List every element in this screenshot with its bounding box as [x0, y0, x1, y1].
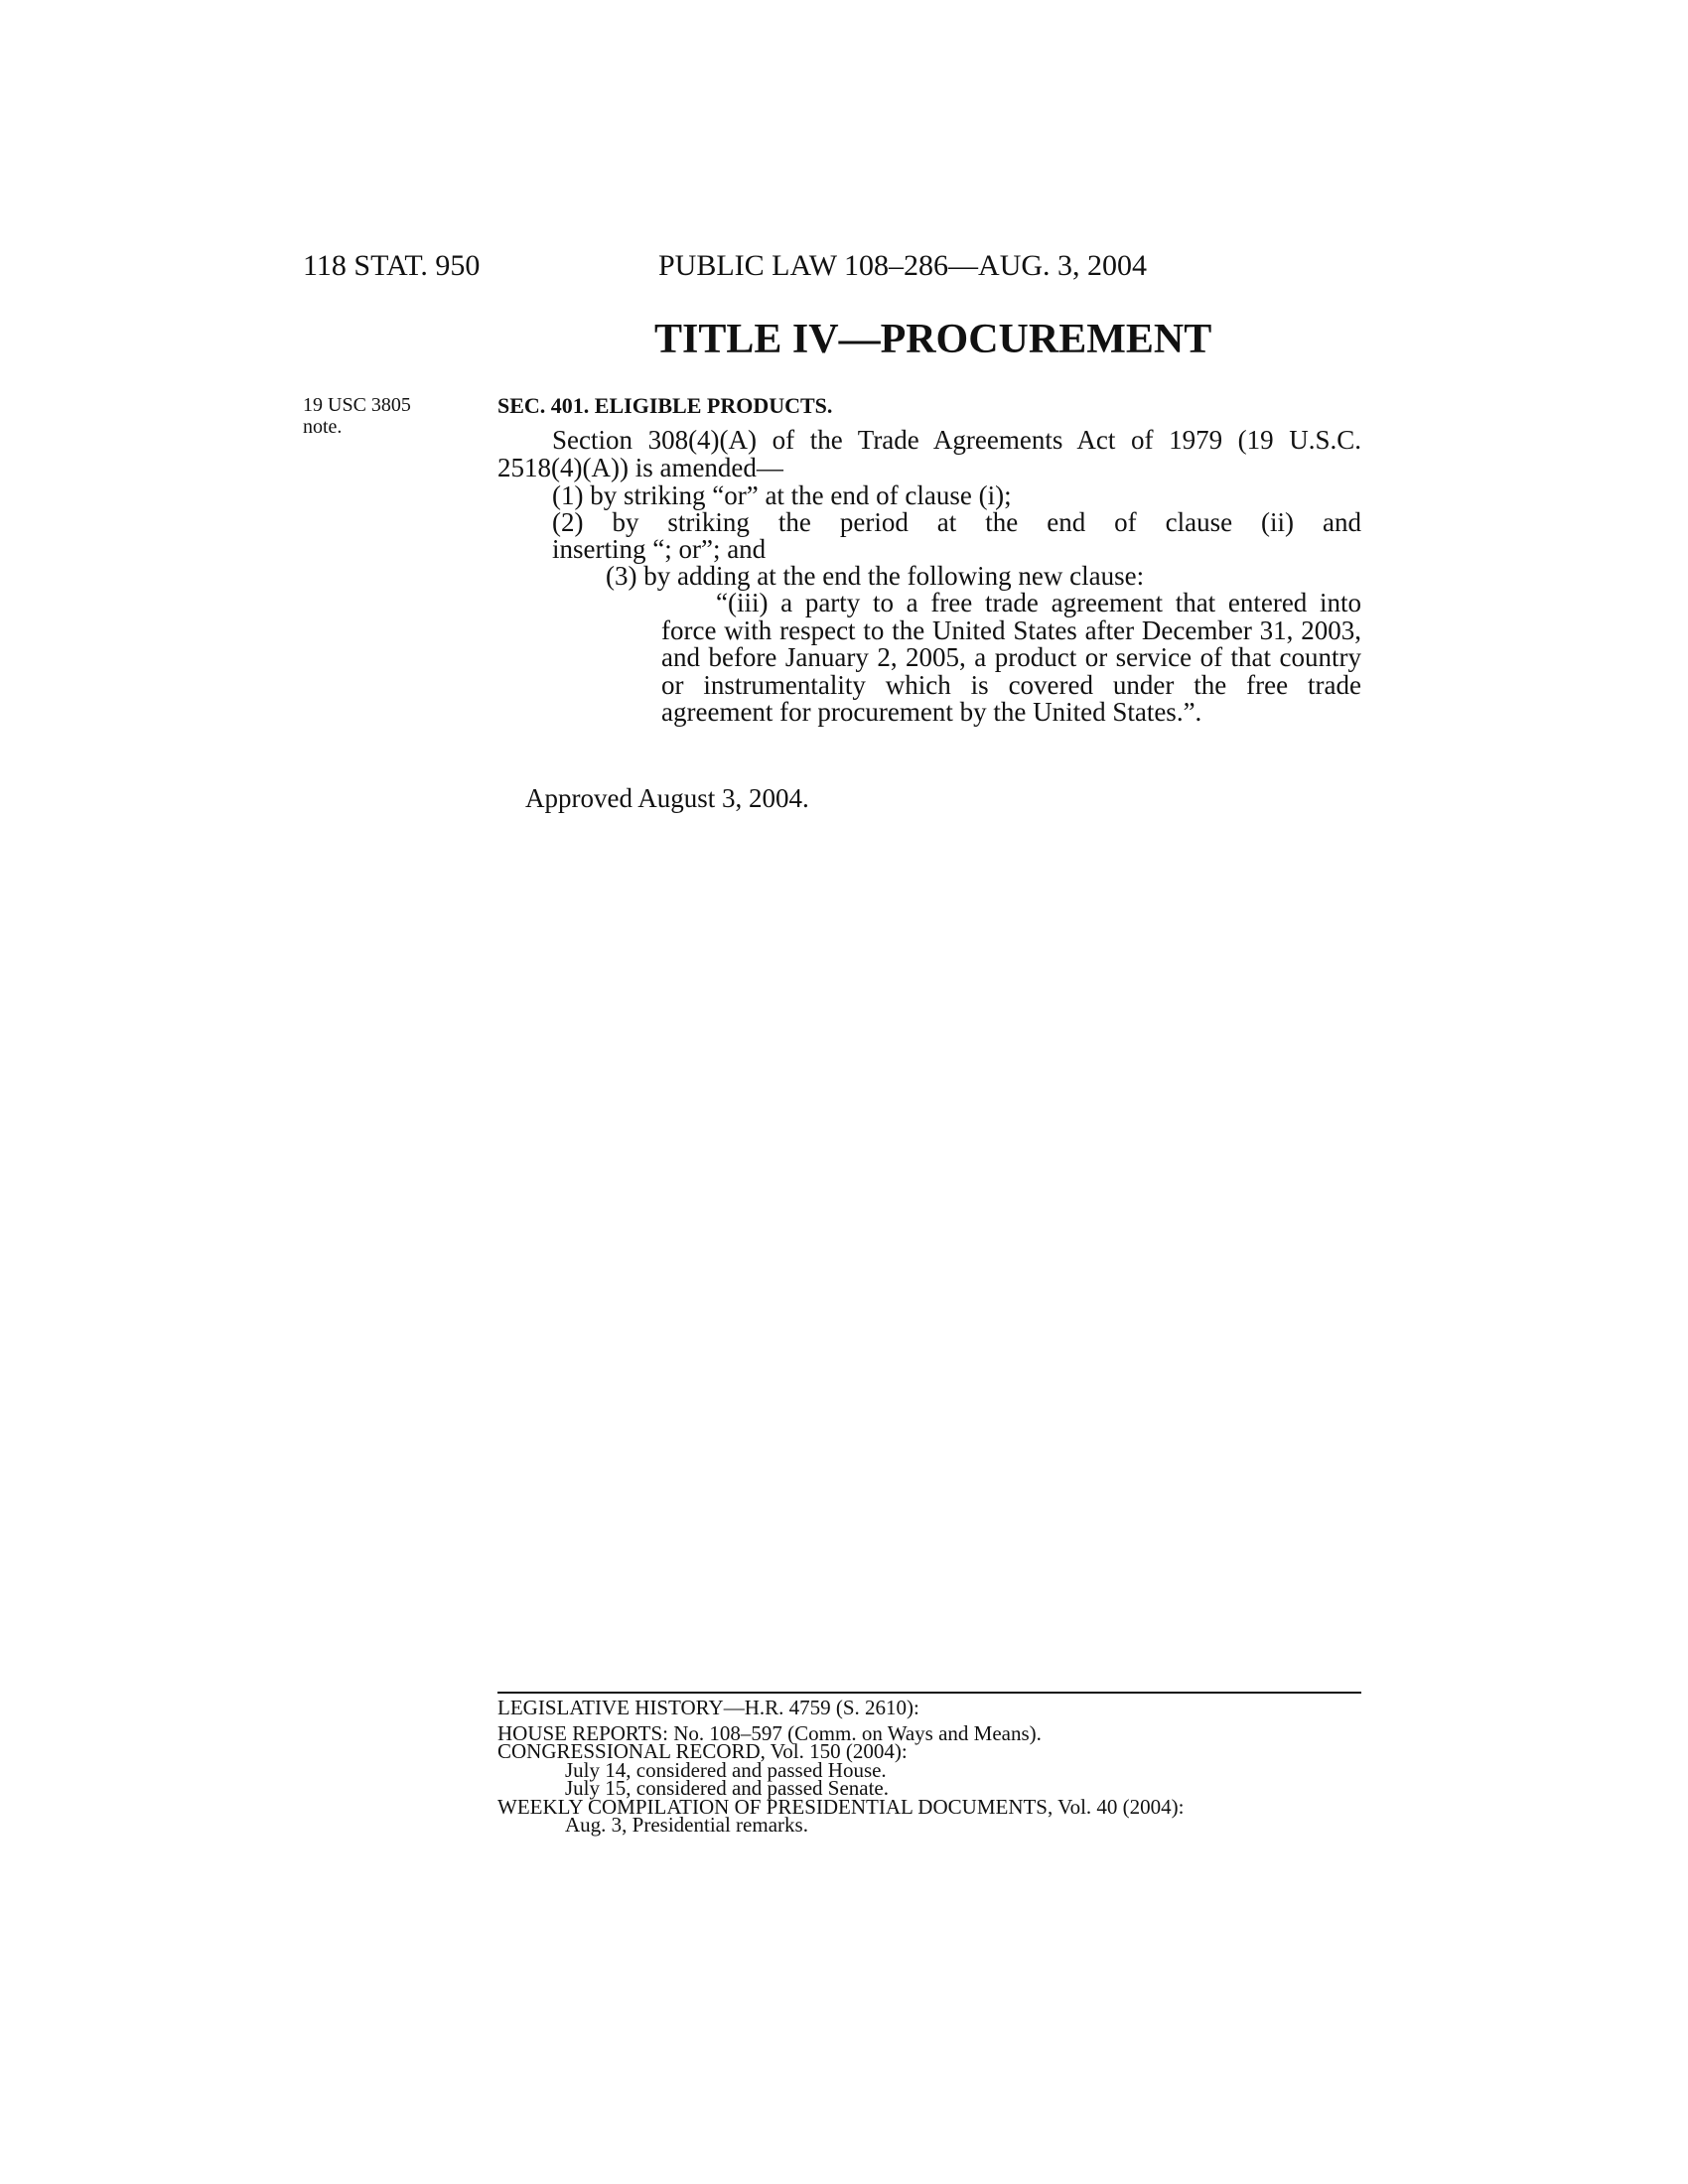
margin-note-line: 19 USC 3805	[303, 394, 411, 416]
amendment-item-line: (2) by striking the period at the end of clause (ii) and	[552, 507, 1361, 537]
house-reports: HOUSE REPORTS: No. 108–597 (Comm. on Ways and Means).	[497, 1720, 1042, 1745]
margin-note	[303, 394, 472, 438]
record-entry: July 14, considered and passed House.	[565, 1757, 887, 1782]
divider	[497, 1692, 1361, 1694]
record-entry: July 15, considered and passed Senate.	[565, 1776, 890, 1800]
title-heading: TITLE IV—PROCUREMENT	[654, 317, 1212, 362]
congressional-record: CONGRESSIONAL RECORD, Vol. 150 (2004):	[497, 1739, 908, 1763]
running-head: PUBLIC LAW 108–286—AUG. 3, 2004	[658, 249, 1148, 282]
amendment-item: (1) by striking “or” at the end of clause (i);	[552, 480, 1012, 510]
compilation-entry: Aug. 3, Presidential remarks.	[565, 1813, 808, 1837]
page-number: 118 STAT. 950	[303, 249, 481, 282]
weekly-compilation: WEEKLY COMPILATION OF PRESIDENTIAL DOCUMENTS, Vol. 40 (2004):	[497, 1794, 1185, 1819]
amendment-item	[552, 509, 1361, 537]
section-heading: SEC. 401. ELIGIBLE PRODUCTS.	[497, 393, 833, 418]
section-intro: Section 308(4)(A) of the Trade Agreements Act of 1979 (19 U.S.C. 2518(4)(A)) is amended—	[497, 425, 1361, 482]
margin-note-line: note.	[303, 416, 343, 438]
approval-date: Approved August 3, 2004.	[525, 783, 809, 813]
amendment-item-continuation: inserting “; or”; and	[552, 534, 767, 564]
quoted-clause: “(iii) a party to a free trade agreement that entered into force with respect to the United States after December 31, 2003, and before January 2, 2005, a product or service of that country or instrumentality which is covered under the free trade agreement for procurement by the United States.”.	[661, 588, 1361, 727]
legislative-history-title: LEGISLATIVE HISTORY—H.R. 4759 (S. 2610):	[497, 1696, 919, 1719]
legislative-history	[497, 1696, 1361, 1837]
amendment-item: (3) by adding at the end the following new clause:	[606, 561, 1145, 591]
